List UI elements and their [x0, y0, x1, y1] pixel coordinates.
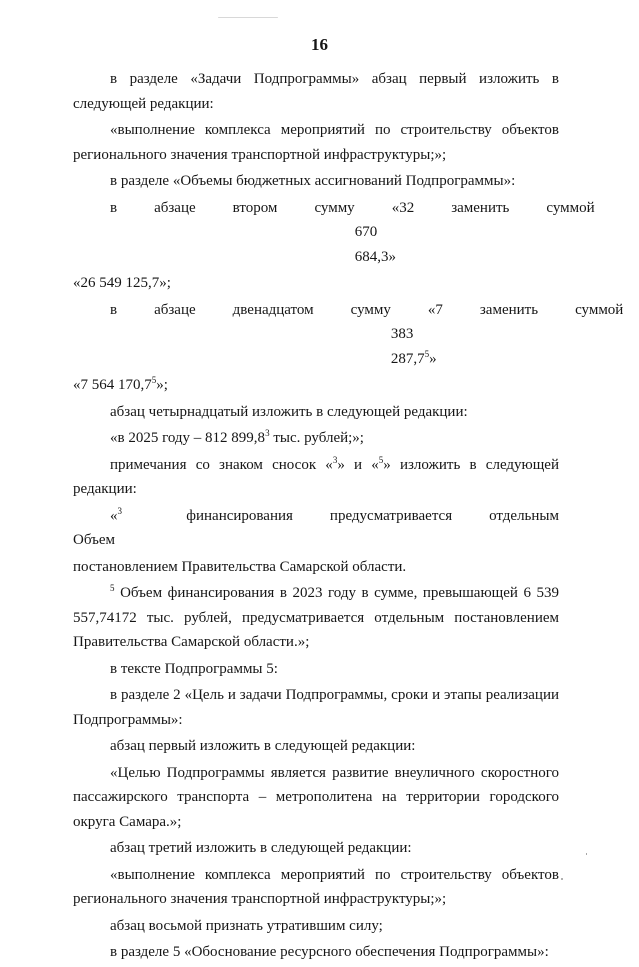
word: втором [232, 199, 278, 216]
paragraph-subprogram-5: в тексте Подпрограммы 5: [110, 660, 278, 677]
word: предусматривается [329, 507, 453, 524]
footnote-mark-3: 3 [332, 454, 338, 465]
old-sum-value: «32 670 684,3» [354, 199, 415, 265]
word: «$^3$ Объем [73, 505, 122, 548]
paragraph-fourteenth: абзац четырнадцатый изложить в следующей редакции: [110, 403, 468, 420]
footnote-mark-5: 5 [151, 375, 157, 385]
paragraph-budget-section: в разделе «Объемы бюджетных ассигнований Подпрограммы»: [110, 173, 516, 189]
paragraph-third-quote: «выполнение комплекса мероприятий по строительству объектов регионального значения транспортной инфраструктуры;»; [73, 866, 559, 907]
new-sum-value: «26 549 125,7»; [73, 275, 171, 291]
word: финансирования [186, 507, 293, 524]
paragraph-section-2: в разделе 2 «Цель и задачи Подпрограммы, сроки и этапы реализации Подпрограммы»: [73, 687, 559, 728]
footnote-mark-5: 5 [378, 454, 384, 465]
word: отдельным [489, 507, 559, 524]
footnote-mark-5: 5 [424, 348, 430, 359]
paragraph-second-sum [73, 196, 595, 270]
footnote-3-continuation: постановлением Правительства Самарской области. [73, 558, 407, 575]
page-number: 16 [311, 35, 328, 54]
word: суммой [546, 199, 595, 216]
word: двенадцатом [232, 301, 314, 318]
word: абзаце [154, 301, 196, 318]
new-sum-value: «7 564 170,7$^5$»; [73, 375, 168, 393]
paragraph-footnote-notes: примечания со знаком сносок «$^3$» и «$^5$» изложить в следующей редакции: [73, 454, 559, 497]
paragraph-twelfth-sum [73, 298, 624, 372]
document-body [73, 67, 624, 967]
word: сумму [314, 199, 355, 216]
word: в [110, 199, 118, 216]
word: абзаце [154, 199, 196, 216]
paragraph-eighth-abzac: абзац восьмой признать утратившим силу; [110, 917, 383, 934]
word: заменить [479, 301, 539, 318]
paragraph-first-abzac: абзац первый изложить в следующей редакции: [110, 738, 416, 754]
footnote-5-text: $^5$ Объем финансирования в 2023 году в сумме, превышающей 6 539 557,74172 тыс. рублей, предусматривается отдельным постановлением Правительства Самарской области.»; [73, 583, 559, 650]
footnote-mark-5: 5 [110, 583, 115, 593]
paragraph-tasks-quote: «выполнение комплекса мероприятий по строительству объектов регионального значения транспортной инфраструктуры;»; [73, 122, 559, 163]
footnote-mark-3: 3 [117, 505, 122, 516]
paragraph-goal-quote: «Целью Подпрограммы является развитие внеуличного скоростного пассажирского транспорта – метрополитена на территории городского округа Самара.»; [73, 764, 559, 830]
footnote-mark-3: 3 [265, 428, 270, 438]
paragraph-2025-quote: «в 2025 году – 812 899,8$^3$ тыс. рублей;»; [110, 428, 364, 446]
word: в [110, 301, 118, 318]
scan-speck [218, 17, 278, 18]
word: суммой [575, 301, 624, 318]
paragraph-section-5: в разделе 5 «Обоснование ресурсного обеспечения Подпрограммы»: [110, 944, 549, 960]
footnote-3-line [73, 504, 559, 553]
paragraph-tasks-section: в разделе «Задачи Подпрограммы» абзац первый изложить в следующей редакции: [73, 71, 559, 112]
scan-speck [561, 878, 563, 880]
word: сумму [350, 301, 391, 318]
old-sum-value: «7 383 287,7$^5$» [390, 301, 443, 367]
scan-speck [586, 853, 587, 855]
paragraph-third-abzac: абзац третий изложить в следующей редакции: [110, 840, 412, 856]
word: заменить [451, 199, 510, 216]
